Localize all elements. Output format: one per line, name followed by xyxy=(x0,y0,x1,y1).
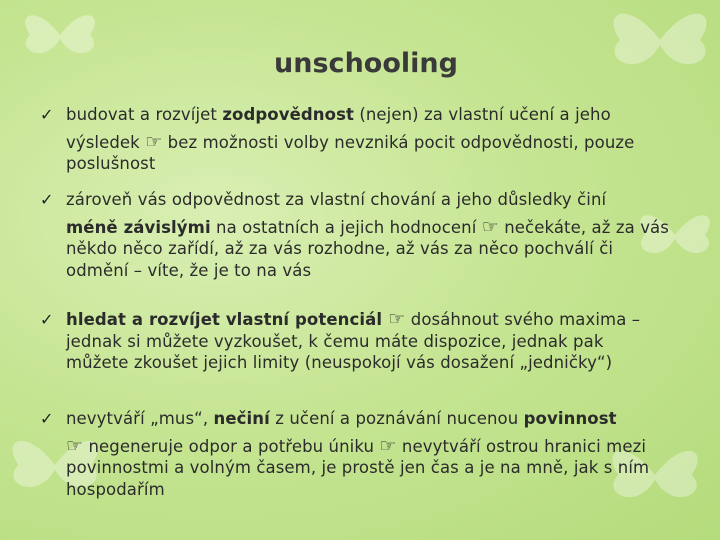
pointing-hand-icon: ☞ xyxy=(66,434,84,457)
list-item-text: nevytváří „mus“, nečiní z učení a poznávání nucenou povinnost ☞ negeneruje odpor a potřebu úniku ☞ nevytváří ostrou hranici mezi povinnostmi a volným časem, je prostě jen čas a je na mně, jak s ním hospodařím xyxy=(66,409,650,499)
pointing-hand-icon: ☞ xyxy=(145,130,163,153)
pointing-hand-icon: ☞ xyxy=(382,308,406,330)
list-item-text: hledat a rozvíjet vlastní potenciál ☞ dosáhnout svého maxima – jednak si můžete vyzkoušet, k čemu máte dispozice, jednak pak můžete zkoušet jejich limity (neuspokojí vás dosažení „jedničky“) xyxy=(66,308,641,372)
list-item-text: zároveň vás odpovědnost za vlastní chování a jeho důsledky činí méně závislými na ostatních a jejich hodnocení ☞ nečekáte, až za vás někdo něco zařídí, až za vás rozhodne, až vás za něco pochválí či odmění – víte, že je to na vás xyxy=(66,190,669,280)
checkmark-icon: ✓ xyxy=(40,310,54,329)
page-title: unschooling xyxy=(274,48,458,79)
list-item xyxy=(40,189,670,281)
list-item-text: budovat a rozvíjet zodpovědnost (nejen) za vlastní učení a jeho výsledek ☞ bez možnosti volby nevzniká pocit odpovědnosti, pouze poslušnost xyxy=(66,105,635,173)
pointing-hand-icon: ☞ xyxy=(379,434,397,457)
list-item xyxy=(40,408,670,500)
checkmark-icon: ✓ xyxy=(40,190,54,209)
list-item xyxy=(40,309,670,374)
checkmark-icon: ✓ xyxy=(40,105,54,124)
list-item xyxy=(40,104,670,175)
pointing-hand-icon: ☞ xyxy=(481,215,499,238)
checkmark-icon: ✓ xyxy=(40,409,54,428)
